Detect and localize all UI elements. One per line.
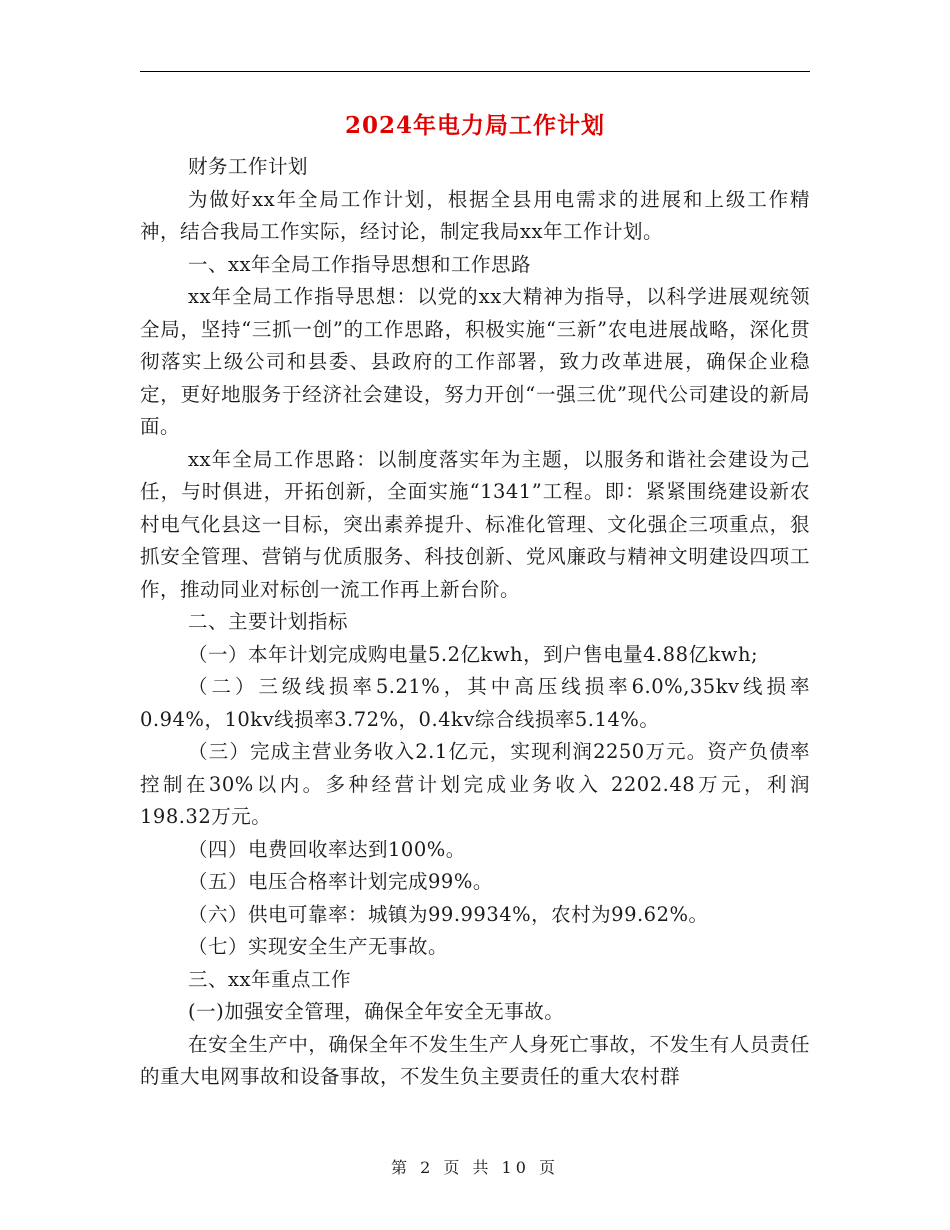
- section-heading: 一、xx年全局工作指导思想和工作思路: [188, 252, 531, 276]
- section-heading: 三、xx年重点工作: [188, 967, 351, 991]
- paragraph: 财务工作计划: [188, 155, 309, 178]
- list-item: （六）供电可靠率：城镇为99.9934%，农村为99.62%。: [188, 902, 709, 926]
- document-body: [140, 151, 810, 1094]
- header-rule: [140, 71, 810, 72]
- list-item: （三）完成主营业务收入2.1亿元，实现利润2250万元。资产负债率控制在30%以内。多种经营计划完成业务收入 2202.48万元，利润 198.32万元。: [140, 740, 810, 828]
- list-item: （四）电费回收率达到100%。: [188, 837, 466, 861]
- document-title: 2024年电力局工作计划: [344, 112, 605, 139]
- paragraph: 为做好xx年全局工作计划，根据全县用电需求的进展和上级工作精神，结合我局工作实际，经讨论，制定我局xx年工作计划。: [140, 187, 810, 243]
- list-item: （五）电压合格率计划完成99%。: [188, 870, 493, 893]
- list-item: （二）三级线损率5.21%，其中高压线损率6.0%,35kv线损率0.94%，10kv线损率3.72%，0.4kv综合线损率5.14%。: [140, 675, 810, 731]
- page-number: 第 2 页 共 10 页: [391, 1158, 559, 1177]
- section-heading: 二、主要计划指标: [188, 610, 349, 633]
- paragraph: xx年全局工作思路：以制度落实年为主题，以服务和谐社会建设为己任，与时俱进，开拓创新，全面实施“1341”工程。即：紧紧围绕建设新农村电气化县这一目标，突出素养提升、标准化管理、文化强企三项重点，狠抓安全管理、营销与优质服务、科技创新、党风廉政与精神文明建设四项工作，推动同业对标创一流工作再上新台阶。: [140, 447, 810, 601]
- list-item: （一）本年计划完成购电量5.2亿kwh，到户售电量4.88亿kwh;: [188, 642, 759, 666]
- paragraph: 在安全生产中，确保全年不发生生产人身死亡事故，不发生有人员责任的重大电网事故和设备事故，不发生负主要责任的重大农村群: [140, 1032, 810, 1088]
- subsection-heading: (一)加强安全管理，确保全年安全无事故。: [188, 1000, 565, 1023]
- list-item: （七）实现安全生产无事故。: [188, 935, 449, 958]
- paragraph: xx年全局工作指导思想：以党的xx大精神为指导，以科学进展观统领全局，坚持“三抓一创”的工作思路，积极实施“三新”农电进展战略，深化贯彻落实上级公司和县委、县政府的工作部署，致力改革进展，确保企业稳定，更好地服务于经济社会建设，努力开创“一强三优”现代公司建设的新局面。: [140, 285, 810, 438]
